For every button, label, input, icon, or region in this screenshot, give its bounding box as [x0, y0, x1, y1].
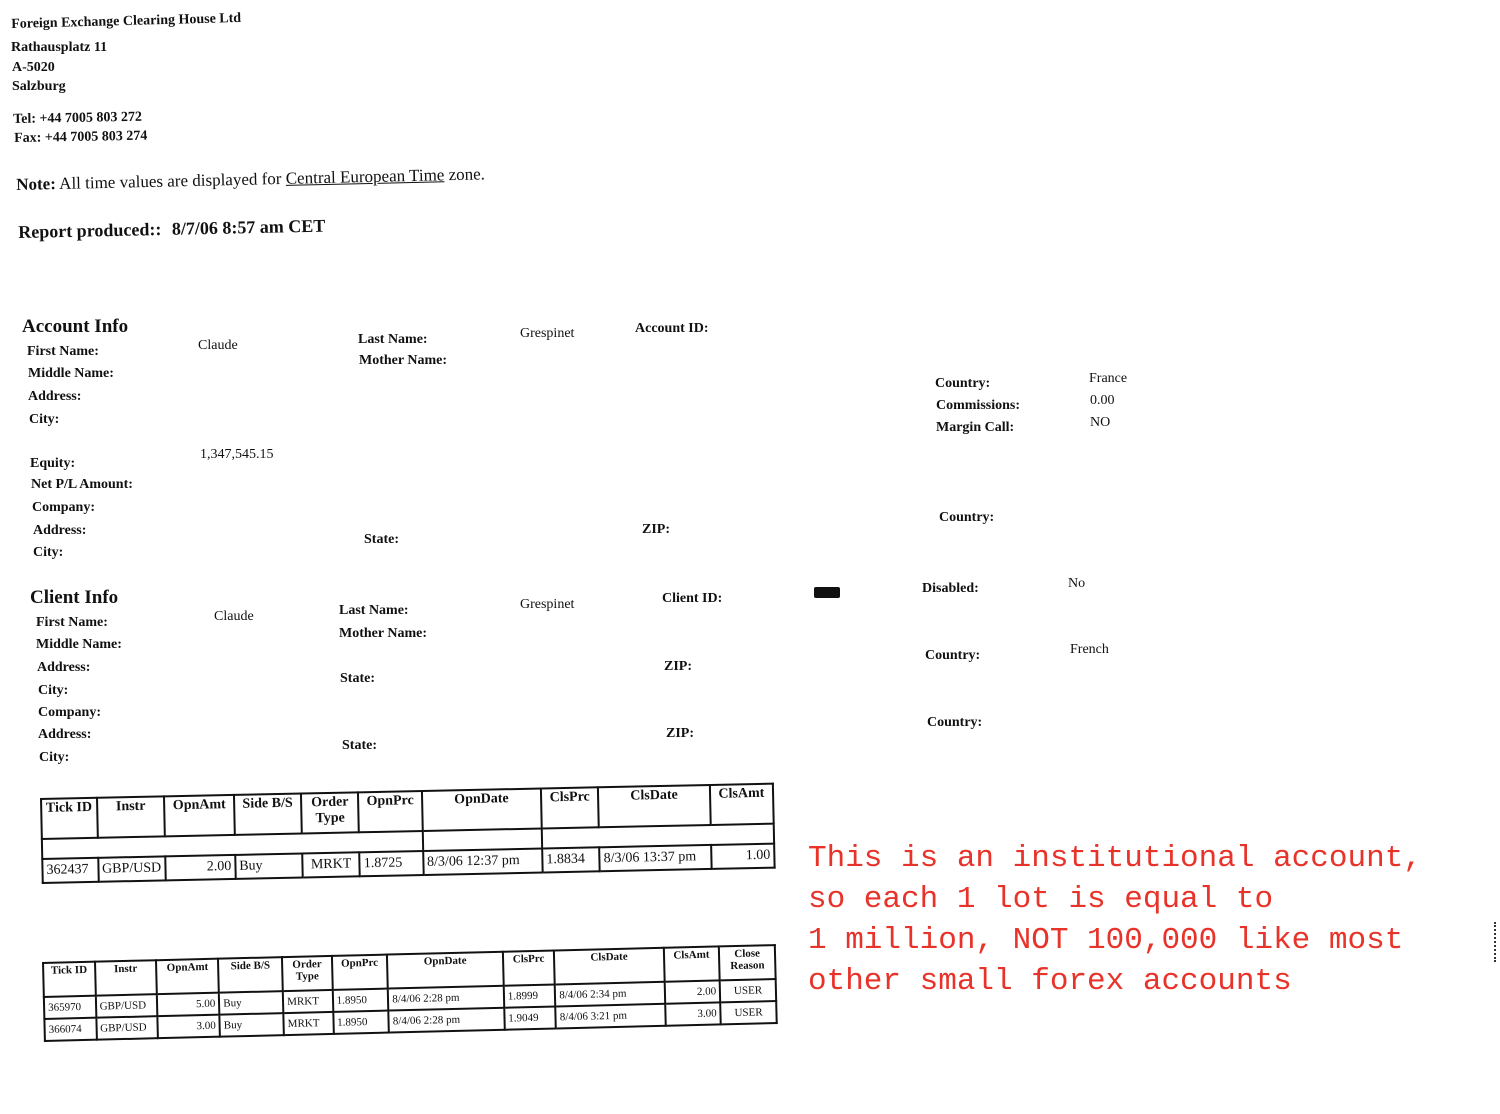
note-prefix: Note: — [16, 174, 57, 194]
col-clsdate: ClsDate — [554, 948, 664, 985]
note-text-end: zone. — [448, 164, 486, 185]
account-last-name: Grespinet — [520, 326, 575, 341]
account-state-label: State: — [364, 532, 399, 547]
account-city2-label: City: — [33, 545, 64, 560]
col-side: Side B/S — [218, 957, 283, 993]
cell-opndate: 8/4/06 2:28 pm — [388, 986, 504, 1011]
cell-clsamt: 2.00 — [664, 980, 720, 1003]
cell-close-reason: USER — [720, 979, 776, 1002]
cell-clsdate: 8/4/06 3:21 pm — [556, 1004, 666, 1029]
client-disabled-label: Disabled: — [922, 581, 979, 596]
cell-tick-id: 362437 — [42, 858, 98, 883]
col-clsamt: ClsAmt — [710, 784, 774, 825]
cell-instr: GBP/USD — [96, 1016, 158, 1040]
cell-opnprc: 1.8950 — [333, 1011, 389, 1034]
col-tick-id: Tick ID — [41, 798, 97, 839]
cell-clsdate: 8/3/06 13:37 pm — [599, 845, 711, 871]
account-equity-label: Equity: — [30, 456, 76, 471]
col-order-type: Order Type — [301, 792, 359, 833]
account-middle-name-label: Middle Name: — [28, 366, 114, 381]
scan-edge-mark — [1494, 922, 1499, 962]
cell-opnprc: 1.8725 — [360, 851, 424, 876]
client-last-name-label: Last Name: — [339, 603, 409, 618]
client-disabled: No — [1068, 576, 1086, 591]
account-first-name-label: First Name: — [27, 344, 99, 359]
company-tel: Tel: +44 7005 803 272 — [13, 109, 143, 127]
account-zip-label: ZIP: — [642, 522, 670, 537]
cell-clsprc: 1.8999 — [503, 984, 555, 1007]
client-country: French — [1070, 642, 1109, 657]
client-zip2-label: ZIP: — [666, 726, 694, 741]
client-middle-name-label: Middle Name: — [36, 637, 122, 652]
account-margin-call-label: Margin Call: — [936, 420, 1015, 435]
cell-clsdate: 8/4/06 2:34 pm — [555, 982, 665, 1007]
client-last-name: Grespinet — [520, 597, 575, 612]
col-instr: Instr — [95, 960, 158, 996]
account-net-pl-label: Net P/L Amount: — [31, 477, 133, 492]
client-country-label: Country: — [925, 648, 981, 663]
cell-instr: GBP/USD — [95, 994, 157, 1018]
cell-side: Buy — [220, 1013, 284, 1037]
client-first-name-label: First Name: — [36, 615, 108, 630]
cell-clsprc: 1.9049 — [504, 1006, 556, 1029]
cell-clsprc: 1.8834 — [542, 847, 600, 872]
client-company-label: Company: — [38, 705, 102, 720]
account-mother-name-label: Mother Name: — [359, 353, 447, 368]
client-info-title: Client Info — [30, 587, 119, 608]
client-country2-label: Country: — [927, 715, 983, 730]
cell-side: Buy — [219, 991, 283, 1015]
client-address2-label: Address: — [38, 727, 92, 742]
account-country2-label: Country: — [939, 510, 995, 525]
account-id-label: Account ID: — [635, 321, 709, 336]
client-state-label: State: — [340, 671, 375, 686]
spacer-cell — [422, 828, 542, 850]
account-address2-label: Address: — [33, 523, 87, 538]
account-last-name-label: Last Name: — [358, 332, 428, 347]
cell-order-type: MRKT — [302, 852, 360, 877]
col-opndate: OpnDate — [387, 952, 503, 989]
cell-opnprc: 1.8950 — [332, 989, 388, 1012]
col-close-reason: Close Reason — [719, 945, 776, 980]
company-postcode: A-5020 — [12, 60, 55, 75]
cell-side: Buy — [235, 854, 303, 879]
cell-clsamt: 3.00 — [665, 1002, 721, 1025]
client-id-label: Client ID: — [662, 591, 723, 606]
col-clsdate: ClsDate — [598, 785, 710, 827]
account-first-name: Claude — [198, 338, 238, 353]
open-trades-table — [40, 783, 776, 884]
account-equity: 1,347,545.15 — [200, 447, 274, 462]
cell-instr: GBP/USD — [98, 856, 166, 881]
company-fax: Fax: +44 7005 803 274 — [14, 128, 148, 146]
cell-order-type: MRKT — [283, 1012, 333, 1035]
client-first-name: Claude — [214, 609, 254, 624]
annotation-text — [808, 838, 1422, 1002]
note-timezone: Central European Time — [285, 165, 445, 188]
cell-close-reason: USER — [720, 1001, 776, 1024]
cell-opndate: 8/4/06 2:28 pm — [389, 1008, 505, 1033]
account-country: France — [1089, 371, 1128, 386]
cell-clsamt: 1.00 — [711, 844, 775, 869]
col-clsprc: ClsPrc — [503, 950, 555, 985]
company-city: Salzburg — [12, 79, 66, 94]
col-instr: Instr — [97, 796, 166, 837]
account-country-label: Country: — [935, 376, 991, 391]
col-clsamt: ClsAmt — [663, 946, 719, 981]
col-opnamt: OpnAmt — [164, 795, 234, 836]
annotation-line: so each 1 lot is equal to — [808, 882, 1274, 917]
report-produced — [18, 216, 326, 243]
company-street: Rathausplatz 11 — [11, 40, 108, 55]
report-label: Report produced:: — [18, 219, 162, 242]
cell-order-type: MRKT — [283, 990, 333, 1013]
account-city-label: City: — [29, 412, 60, 427]
cell-opndate: 8/3/06 12:37 pm — [423, 848, 543, 874]
client-zip-label: ZIP: — [664, 659, 692, 674]
redacted-client-id — [814, 587, 840, 598]
client-mother-name-label: Mother Name: — [339, 626, 427, 641]
cell-tick-id: 366074 — [44, 1018, 96, 1041]
account-info-title: Account Info — [22, 316, 129, 337]
cell-opnamt: 5.00 — [157, 993, 219, 1017]
timezone-note — [16, 164, 485, 195]
client-address-label: Address: — [37, 660, 91, 675]
account-address-label: Address: — [28, 389, 82, 404]
annotation-line: 1 million, NOT 100,000 like most — [808, 923, 1404, 958]
col-opnprc: OpnPrc — [358, 791, 422, 832]
account-commissions: 0.00 — [1090, 393, 1115, 408]
company-name: Foreign Exchange Clearing House Ltd — [11, 10, 242, 32]
cell-opnamt: 2.00 — [166, 855, 236, 880]
cell-opnamt: 3.00 — [158, 1015, 220, 1039]
col-side: Side B/S — [234, 794, 302, 835]
col-opndate: OpnDate — [422, 789, 542, 831]
account-commissions-label: Commissions: — [936, 398, 1021, 413]
col-opnamt: OpnAmt — [156, 959, 219, 995]
account-company-label: Company: — [32, 500, 96, 515]
client-state2-label: State: — [342, 738, 377, 753]
annotation-line: other small forex accounts — [808, 964, 1292, 999]
client-city2-label: City: — [39, 750, 70, 765]
col-clsprc: ClsPrc — [541, 787, 599, 828]
col-order-type: Order Type — [282, 956, 332, 991]
col-tick-id: Tick ID — [43, 962, 95, 997]
note-text: All time values are displayed for — [58, 168, 282, 194]
annotation-line: This is an institutional account, — [808, 841, 1422, 876]
closed-trades-table — [42, 944, 778, 1042]
client-city-label: City: — [38, 683, 69, 698]
report-value: 8/7/06 8:57 am CET — [171, 215, 326, 239]
account-margin-call: NO — [1090, 415, 1111, 430]
cell-tick-id: 365970 — [44, 996, 96, 1019]
col-opnprc: OpnPrc — [332, 955, 388, 990]
